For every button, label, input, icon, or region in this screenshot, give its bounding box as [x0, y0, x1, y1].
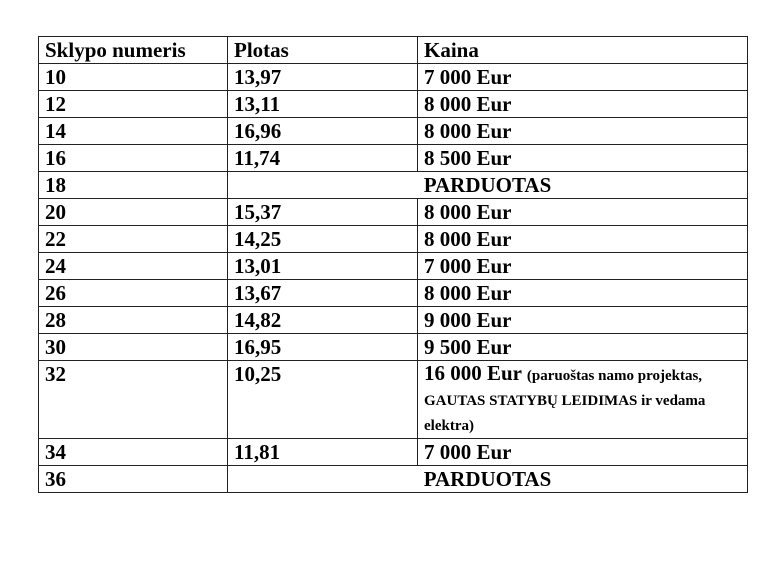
plot-number: 24 — [39, 253, 228, 280]
plot-number: 14 — [39, 118, 228, 145]
plot-number: 32 — [39, 361, 228, 439]
plot-area: 15,37 — [228, 199, 418, 226]
plot-number: 10 — [39, 64, 228, 91]
plot-price: 9 500 Eur — [418, 334, 748, 361]
plot-area: 16,95 — [228, 334, 418, 361]
header-area: Plotas — [228, 37, 418, 64]
table-row — [39, 280, 748, 307]
plot-area: 11,74 — [228, 145, 418, 172]
table-row — [39, 361, 748, 439]
plot-area: 13,97 — [228, 64, 418, 91]
plot-number: 26 — [39, 280, 228, 307]
plot-number: 36 — [39, 466, 228, 493]
plot-price: 9 000 Eur — [418, 307, 748, 334]
plot-number: 22 — [39, 226, 228, 253]
plot-area: 13,67 — [228, 280, 418, 307]
plot-number: 16 — [39, 145, 228, 172]
plot-price: 8 500 Eur — [418, 145, 748, 172]
plot-price: 8 000 Eur — [418, 91, 748, 118]
plot-note: (paruoštas namo projektas, GAUTAS STATYBŲ LEIDIMAS ir vedama elektra) — [424, 368, 706, 434]
plot-area: 11,81 — [228, 439, 418, 466]
table-row — [39, 91, 748, 118]
plot-number: 12 — [39, 91, 228, 118]
plot-price: 8 000 Eur — [418, 118, 748, 145]
table-row — [39, 253, 748, 280]
plot-number: 18 — [39, 172, 228, 199]
sold-status: PARDUOTAS — [228, 466, 748, 493]
header-plot-number: Sklypo numeris — [39, 37, 228, 64]
plot-number: 28 — [39, 307, 228, 334]
table-row — [39, 199, 748, 226]
plots-price-table — [38, 36, 748, 493]
plot-price: 7 000 Eur — [418, 64, 748, 91]
table-row — [39, 439, 748, 466]
header-price: Kaina — [418, 37, 748, 64]
sold-status: PARDUOTAS — [228, 172, 748, 199]
table-row-sold — [39, 466, 748, 493]
plot-area: 13,01 — [228, 253, 418, 280]
plot-number: 20 — [39, 199, 228, 226]
plot-area: 10,25 — [228, 361, 418, 439]
table-row — [39, 118, 748, 145]
table-row — [39, 334, 748, 361]
plot-price: 8 000 Eur — [418, 226, 748, 253]
table-row — [39, 64, 748, 91]
plot-area: 13,11 — [228, 91, 418, 118]
plot-area: 14,82 — [228, 307, 418, 334]
plot-area: 16,96 — [228, 118, 418, 145]
table-row — [39, 307, 748, 334]
table-row — [39, 145, 748, 172]
plot-number: 34 — [39, 439, 228, 466]
table-header-row — [39, 37, 748, 64]
plot-price: 7 000 Eur — [418, 439, 748, 466]
table-row-sold — [39, 172, 748, 199]
plot-price: 16 000 Eur — [424, 361, 522, 385]
plot-area: 14,25 — [228, 226, 418, 253]
plot-number: 30 — [39, 334, 228, 361]
plot-price: 7 000 Eur — [418, 253, 748, 280]
plot-price-with-note — [418, 361, 748, 439]
plot-price: 8 000 Eur — [418, 199, 748, 226]
table-row — [39, 226, 748, 253]
plot-price: 8 000 Eur — [418, 280, 748, 307]
